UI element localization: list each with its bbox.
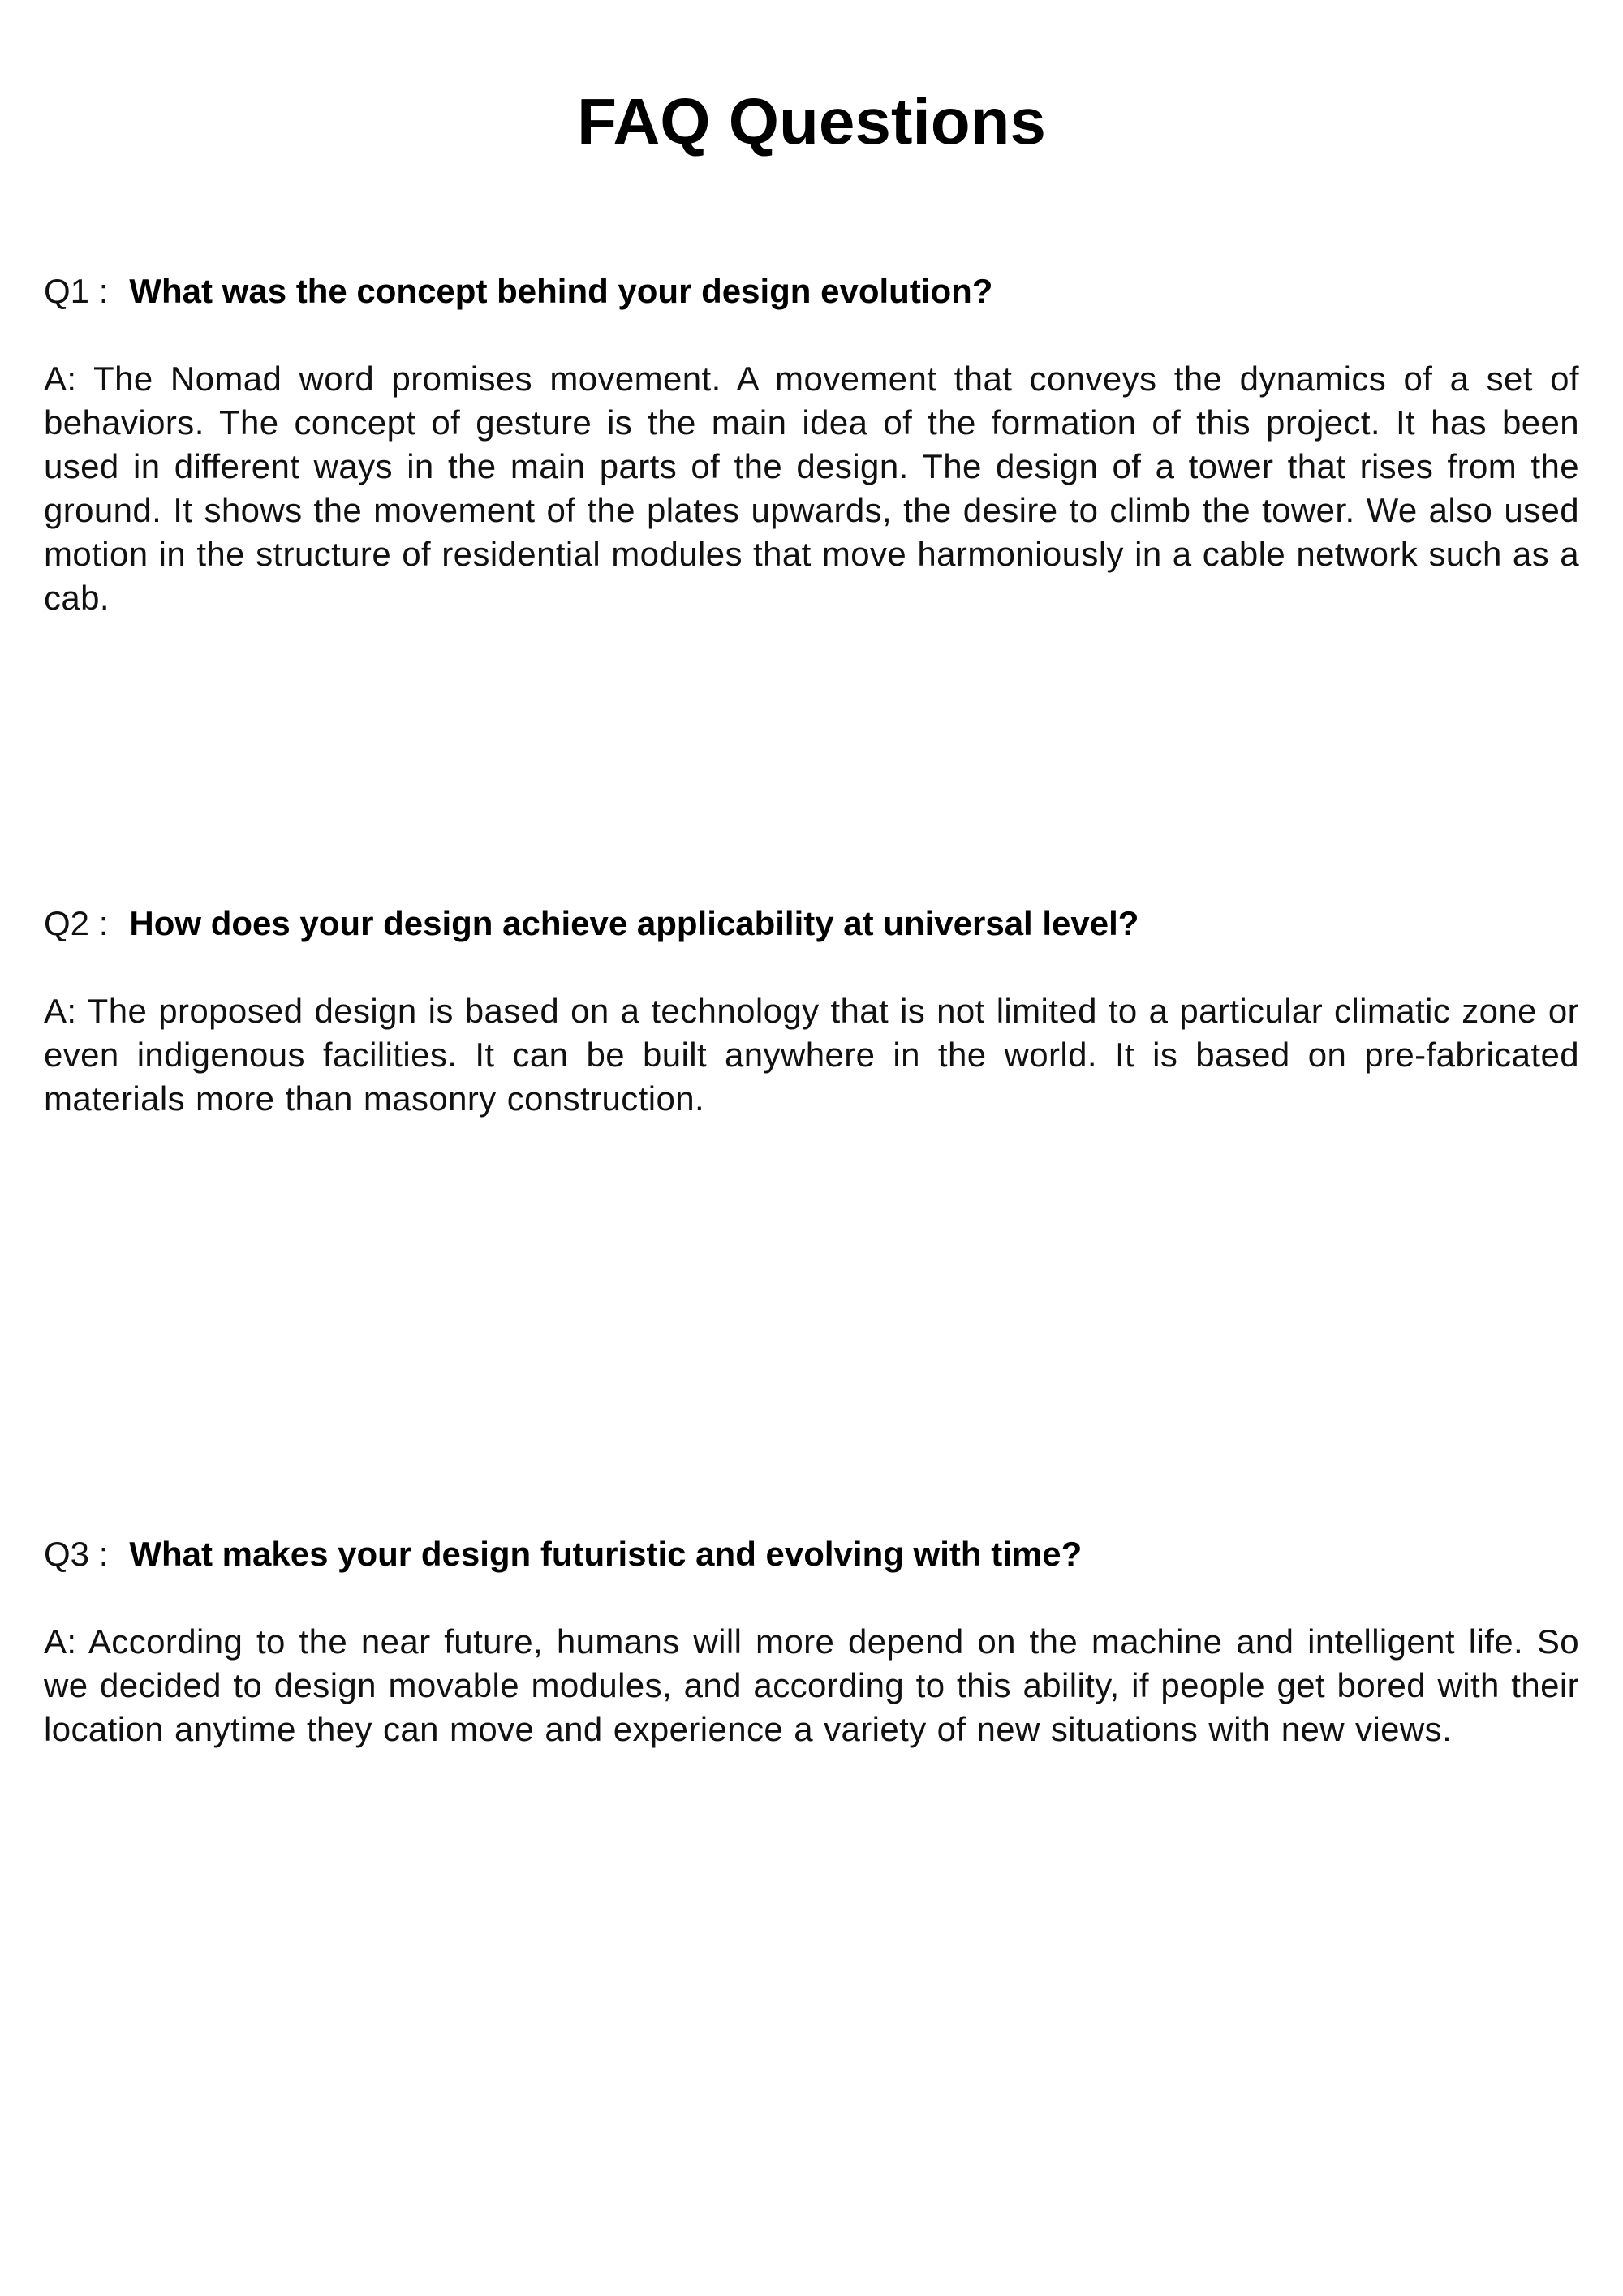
faq-question-1 [44, 269, 1579, 313]
question-number: Q3 : [44, 1535, 109, 1573]
faq-item-3 [44, 1532, 1579, 1751]
faq-answer-3: A: According to the near future, humans will more depend on the machine and intelligent life. So we decided to design movable modules, and according to this ability, if people get bored with their location anytime they can move and experience a variety of new situations with new views. [44, 1622, 1579, 1748]
faq-question-2 [44, 902, 1579, 946]
faq-item-2 [44, 902, 1579, 1121]
question-number: Q1 : [44, 272, 109, 310]
faq-answer-1: A: The Nomad word promises movement. A movement that conveys the dynamics of a set of behaviors. The concept of gesture is the main idea of the formation of this project. It has been used in different ways in the main parts of the design. The design of a tower that rises from the ground. It shows the movement of the plates upwards, the desire to climb the tower. We also used motion in the structure of residential modules that move harmoniously in a cable network such as a cab. [44, 360, 1579, 617]
faq-question-3 [44, 1532, 1579, 1576]
question-text: How does your design achieve applicability at universal level? [129, 904, 1139, 942]
question-number: Q2 : [44, 904, 109, 942]
page-title: FAQ Questions [577, 85, 1046, 157]
faq-item-1 [44, 269, 1579, 620]
question-text: What was the concept behind your design evolution? [129, 272, 993, 310]
question-text: What makes your design futuristic and evolving with time? [129, 1535, 1083, 1573]
faq-answer-2: A: The proposed design is based on a technology that is not limited to a particular climatic zone or even indigenous facilities. It can be built anywhere in the world. It is based on pre-fabricated materials more than masonry construction. [44, 992, 1579, 1118]
